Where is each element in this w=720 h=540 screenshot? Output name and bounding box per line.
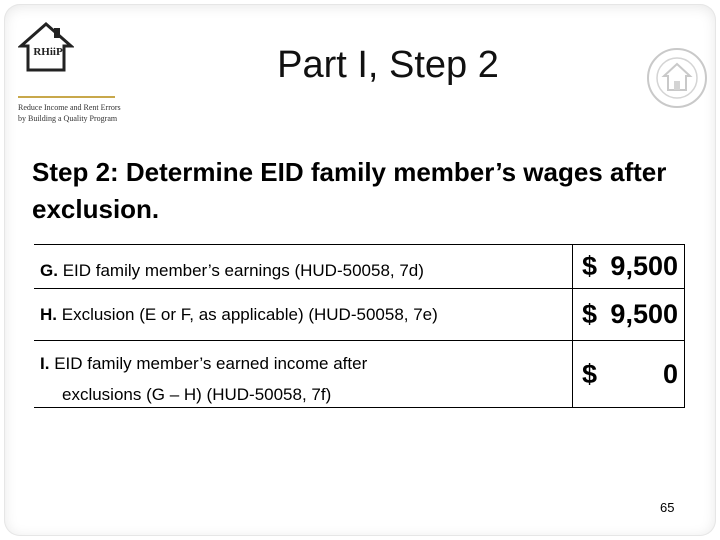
row-value	[573, 289, 685, 340]
row-value	[573, 341, 685, 407]
section-heading: Step 2: Determine EID family member’s wages after exclusion.	[32, 157, 667, 224]
row-letter: I.	[40, 354, 50, 373]
row-description: EID family member’s earnings (HUD-50058, 7d)	[62, 261, 424, 280]
amount-value: 0	[662, 358, 678, 389]
row-label	[34, 289, 573, 340]
currency-symbol: $	[582, 251, 598, 281]
currency-symbol: $	[582, 299, 598, 329]
logo-tagline: Reduce Income and Rent Errors by Building a Quality Program	[18, 103, 121, 123]
page-title: Part I, Step 2	[277, 44, 499, 86]
page-number: 65	[660, 500, 675, 515]
amount-value: 9,500	[610, 299, 678, 329]
row-letter: G.	[40, 261, 58, 280]
row-label	[34, 341, 573, 407]
amount-value: 9,500	[610, 251, 678, 281]
hud-seal-icon	[645, 46, 709, 110]
row-description-line2: exclusions (G – H) (HUD-50058, 7f)	[62, 385, 332, 404]
table-row	[34, 245, 685, 289]
table-row	[34, 341, 685, 407]
row-letter: H.	[40, 305, 57, 324]
row-description-line1: EID family member’s earned income after	[54, 354, 368, 373]
row-label	[34, 245, 573, 288]
row-value	[573, 245, 685, 288]
calculation-table	[34, 244, 685, 408]
row-description: Exclusion (E or F, as applicable) (HUD-50058, 7e)	[61, 305, 438, 324]
table-row	[34, 289, 685, 341]
logo-rule	[18, 96, 115, 98]
currency-symbol: $	[582, 358, 598, 389]
logo-mark-text: RHiiP	[33, 46, 63, 58]
